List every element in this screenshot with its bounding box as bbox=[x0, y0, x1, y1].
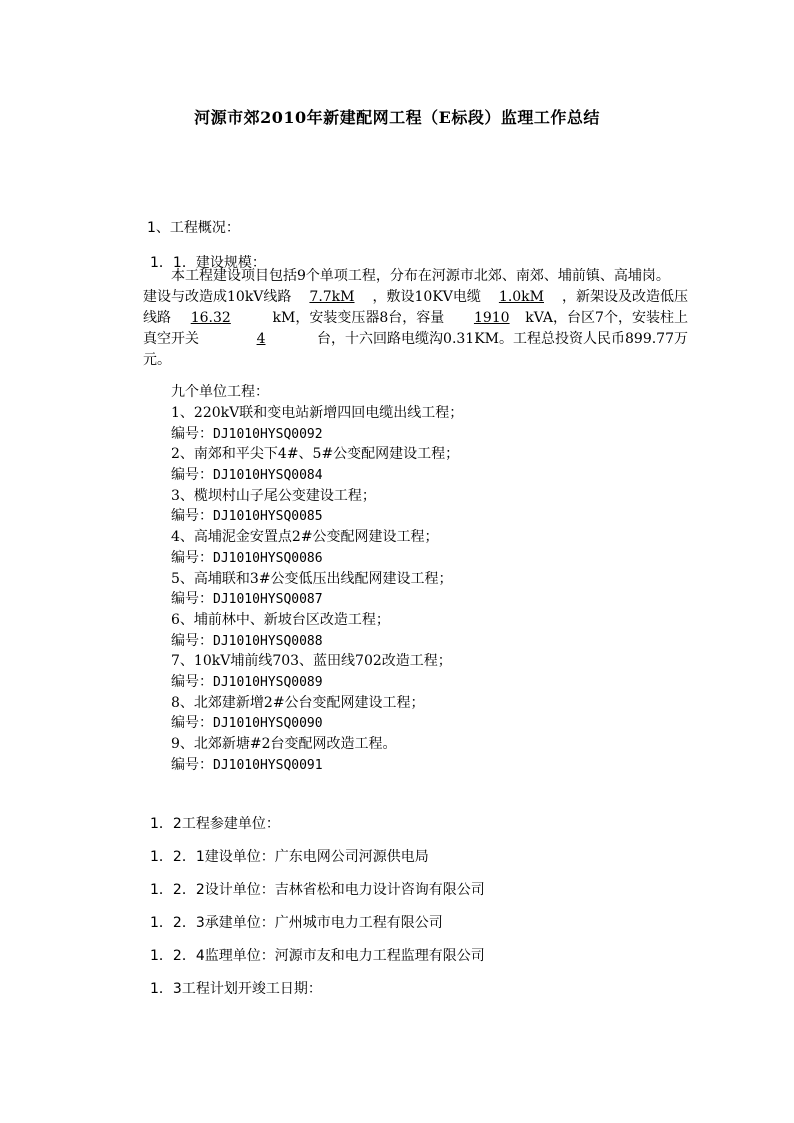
overview-text: ，新架设及改造低压 bbox=[562, 289, 688, 305]
overview-text: 台，十六回路电缆沟0.31KM。工程总投资人民币899.77万 bbox=[317, 331, 688, 347]
overview-paragraph bbox=[143, 266, 688, 371]
overview-text: kVA，台区7个，安装柱上 bbox=[525, 310, 688, 326]
unit-code-label: 编号： bbox=[171, 591, 213, 608]
participant-contractor: 1．2．3承建单位：广州城市电力工程有限公司 bbox=[150, 915, 443, 931]
unit-code-line bbox=[171, 713, 463, 734]
overview-text: 元。 bbox=[143, 352, 171, 368]
overview-text: 线路 bbox=[143, 310, 171, 326]
unit-code: DJ1010HYSQ0088 bbox=[213, 633, 323, 649]
section-1-1-heading: 1．1．建设规模： bbox=[150, 255, 266, 271]
participant-designer: 1．2．2设计单位：吉林省松和电力设计咨询有限公司 bbox=[150, 882, 485, 898]
unit-code: DJ1010HYSQ0090 bbox=[213, 716, 323, 732]
unit-name: 4、高埔泥金安置点2#公变配网建设工程； bbox=[171, 529, 439, 546]
unit-code-line bbox=[171, 672, 463, 693]
overview-line bbox=[143, 308, 688, 329]
unit-name: 8、北郊建新增2#公台变配网建设工程； bbox=[171, 694, 425, 711]
overview-line bbox=[143, 329, 688, 350]
unit-code-label: 编号： bbox=[171, 632, 213, 649]
overview-line bbox=[143, 350, 688, 371]
section-1-3-heading: 1．3工程计划开竣工日期： bbox=[150, 981, 322, 997]
overview-line bbox=[143, 287, 688, 308]
unit-name: 3、榄坝村山子尾公变建设工程； bbox=[171, 487, 376, 504]
unit-code: DJ1010HYSQ0087 bbox=[213, 592, 323, 608]
unit-name: 5、高埔联和3#公变低压出线配网建设工程； bbox=[171, 570, 453, 587]
unit-code-label: 编号： bbox=[171, 425, 213, 442]
unit-code: DJ1010HYSQ0092 bbox=[213, 426, 323, 442]
overview-text: kM，安装变压器8台，容量 bbox=[272, 310, 445, 326]
unit-code-line bbox=[171, 424, 463, 445]
unit-code: DJ1010HYSQ0085 bbox=[213, 509, 323, 525]
unit-name: 6、埔前林中、新坡台区改造工程； bbox=[171, 611, 390, 628]
unit-code-line bbox=[171, 506, 463, 527]
document-title: 河源市郊2010年新建配网工程（E标段）监理工作总结 bbox=[194, 108, 600, 127]
unit-code-label: 编号： bbox=[171, 549, 213, 566]
unit-code-line bbox=[171, 631, 463, 652]
unit-code: DJ1010HYSQ0084 bbox=[213, 468, 323, 484]
unit-name: 7、10kV埔前线703、蓝田线702改造工程； bbox=[171, 653, 452, 670]
switch-count-value: 4 bbox=[256, 331, 266, 347]
units-heading: 九个单位工程： bbox=[171, 384, 269, 400]
units-list bbox=[171, 403, 463, 775]
unit-code-line bbox=[171, 755, 463, 776]
participant-builder: 1．2．1建设单位：广东电网公司河源供电局 bbox=[150, 849, 429, 865]
unit-code: DJ1010HYSQ0089 bbox=[213, 674, 323, 690]
overview-text: 建设与改造成10kV线路 bbox=[143, 289, 292, 305]
overview-text: 本工程建设项目包括9个单项工程，分布在河源市北郊、南郊、埔前镇、高埔岗。 bbox=[171, 268, 670, 284]
participant-supervisor: 1．2．4监理单位：河源市友和电力工程监理有限公司 bbox=[150, 948, 485, 964]
unit-code-line bbox=[171, 465, 463, 486]
unit-code-label: 编号： bbox=[171, 673, 213, 690]
unit-code-label: 编号： bbox=[171, 756, 213, 773]
unit-code: DJ1010HYSQ0091 bbox=[213, 757, 323, 773]
unit-code-label: 编号： bbox=[171, 508, 213, 525]
unit-code-label: 编号： bbox=[171, 467, 213, 484]
section-1-2-heading: 1．2工程参建单位： bbox=[150, 816, 280, 832]
unit-name: 9、北郊新塘#2台变配网改造工程。 bbox=[171, 736, 397, 752]
unit-code-label: 编号： bbox=[171, 715, 213, 732]
cable-length-value: 1.0kM bbox=[498, 289, 544, 305]
capacity-value: 1910 bbox=[473, 310, 510, 326]
unit-name: 1、220kV联和变电站新增四回电缆出线工程； bbox=[171, 405, 464, 421]
overview-line bbox=[143, 266, 688, 287]
line-length-value: 7.7kM bbox=[309, 289, 355, 305]
unit-code-line bbox=[171, 589, 463, 610]
overview-text: 真空开关 bbox=[143, 331, 199, 347]
section-1-heading: 1、工程概况： bbox=[147, 220, 240, 236]
unit-code-line bbox=[171, 548, 463, 569]
unit-code: DJ1010HYSQ0086 bbox=[213, 550, 323, 566]
overview-text: ，敷设10KV电缆 bbox=[372, 289, 481, 305]
low-voltage-length-value: 16.32 bbox=[190, 310, 231, 326]
unit-name: 2、南郊和平尖下4#、5#公变配网建设工程； bbox=[171, 446, 460, 463]
